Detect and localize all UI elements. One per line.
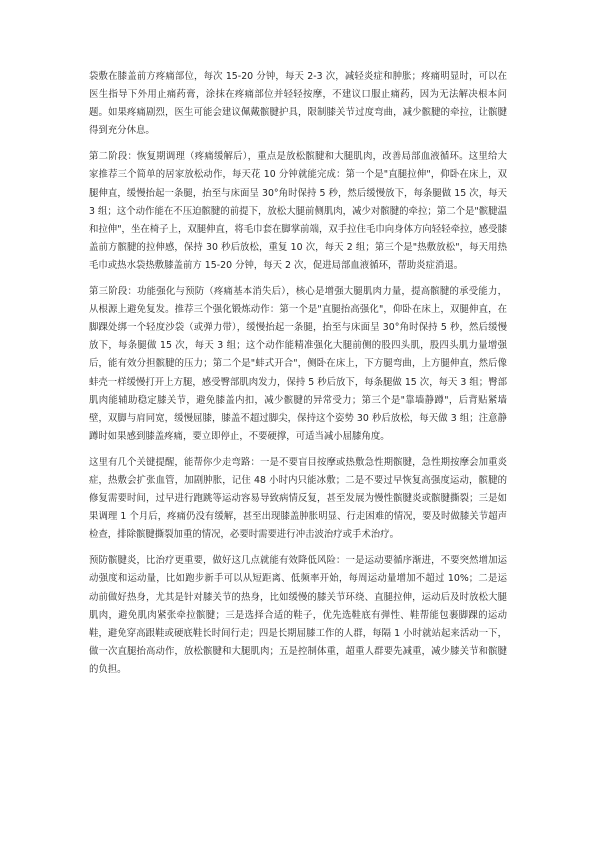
paragraph-recovery-stage: 第二阶段：恢复期调理（疼痛缓解后），重点是放松髌腱和大腿肌肉，改善局部血液循环。这里给大家推荐三个简单的居家放松动作，每天花 10 分钟就能完成：第一个是"直腿拉伸"，仰卧在床上，双腿伸直，缓慢抬起一条腿，抬至与床面呈 30°角时保持 5 秒，然后缓慢放下，每条腿做 15 次，每天 3 组；这个动作能在不压迫髌腱的前提下，放松大腿前侧肌肉，减少对髌腱的牵拉；第二个是"髌腱温和拉伸"，坐在椅子上，双腿伸直，将毛巾套在脚掌前端，双手拉住毛巾向身体方向轻轻牵拉，感受膝盖前方髌腱的拉伸感，保持 30 秒后放松，重复 10 次，每天 2 组；第三个是"热敷放松"，每天用热毛巾或热水袋热敷膝盖前方 15-20 分钟，每天 2 次，促进局部血液循环，帮助炎症消退。 (89, 151, 507, 271)
paragraph-strengthening-stage: 第三阶段：功能强化与预防（疼痛基本消失后），核心是增强大腿肌肉力量，提高髌腱的承受能力，从根源上避免复发。推荐三个强化锻炼动作：第一个是"直腿抬高强化"，仰卧在床上，双腿伸直，在脚踝处绑一个轻度沙袋（或弹力带），缓慢抬起一条腿，抬至与床面呈 30°角时保持 5 秒，然后缓慢放下，每条腿做 15 次，每天 3 组；这个动作能精准强化大腿前侧的股四头肌，股四头肌力量增强后，能有效分担髌腱的压力；第二个是"蚌式开合"，侧卧在床上，下方腿弯曲，上方腿伸直，然后像蚌壳一样缓慢打开上方腿，感受臀部肌肉发力，保持 5 秒后放下，每条腿做 15 次，每天 3 组；臀部肌肉能辅助稳定膝关节，避免膝盖内扣，减少髌腱的异常受力；第三个是"靠墙静蹲"，后背贴紧墙壁，双脚与肩同宽，缓慢屈膝，膝盖不超过脚尖，保持这个姿势 30 秒后放松，每天做 3 组；注意静蹲时如果感到膝盖疼痛，要立即停止，不要硬撑，可适当减小屈膝角度。 (89, 286, 507, 442)
paragraph-prevention: 预防髌腱炎，比治疗更重要，做好这几点就能有效降低风险：一是运动要循序渐进，不要突然增加运动强度和运动量，比如跑步新手可以从短距离、低频率开始，每周运动量增加不超过 10%；二是运动前做好热身，尤其是针对膝关节的热身，比如缓慢的膝关节环绕、直腿拉伸，运动后及时放松大腿肌肉，避免肌肉紧张牵拉髌腱；三是选择合适的鞋子，优先选鞋底有弹性、鞋帮能包裹脚踝的运动鞋，避免穿高跟鞋或硬底鞋长时间行走；四是长期屈膝工作的人群，每隔 1 小时就站起来活动一下，做一次直腿抬高动作，放松髌腱和大腿肌肉；五是控制体重，超重人群要先减重，减少膝关节和髌腱的负担。 (89, 555, 507, 675)
paragraph-key-reminders: 这里有几个关键提醒，能帮你少走弯路：一是不要盲目按摩或热敷急性期髌腱，急性期按摩会加重炎症，热敷会扩张血管，加剧肿胀，记住 48 小时内只能冰敷；二是不要过早恢复高强度运动，髌腱的修复需要时间，过早进行跑跳等运动容易导致病情反复，甚至发展为慢性髌腱炎或髌腱撕裂；三是如果调理 1 个月后，疼痛仍没有缓解，甚至出现膝盖肿胀明显、行走困难的情况，要及时做膝关节超声检查，排除髌腱撕裂加重的情况，必要时需要进行冲击波治疗或手术治疗。 (89, 456, 507, 541)
document-body (89, 68, 507, 679)
paragraph-acute-care: 袋敷在膝盖前方疼痛部位，每次 15-20 分钟，每天 2-3 次，减轻炎症和肿胀；疼痛明显时，可以在医生指导下外用止痛药膏，涂抹在疼痛部位并轻轻按摩，不建议口服止痛药，因为无法解决根本问题。如果疼痛剧烈，医生可能会建议佩戴髌腱护具，限制膝关节过度弯曲，减少髌腱的牵拉，让髌腱得到充分休息。 (89, 71, 507, 137)
